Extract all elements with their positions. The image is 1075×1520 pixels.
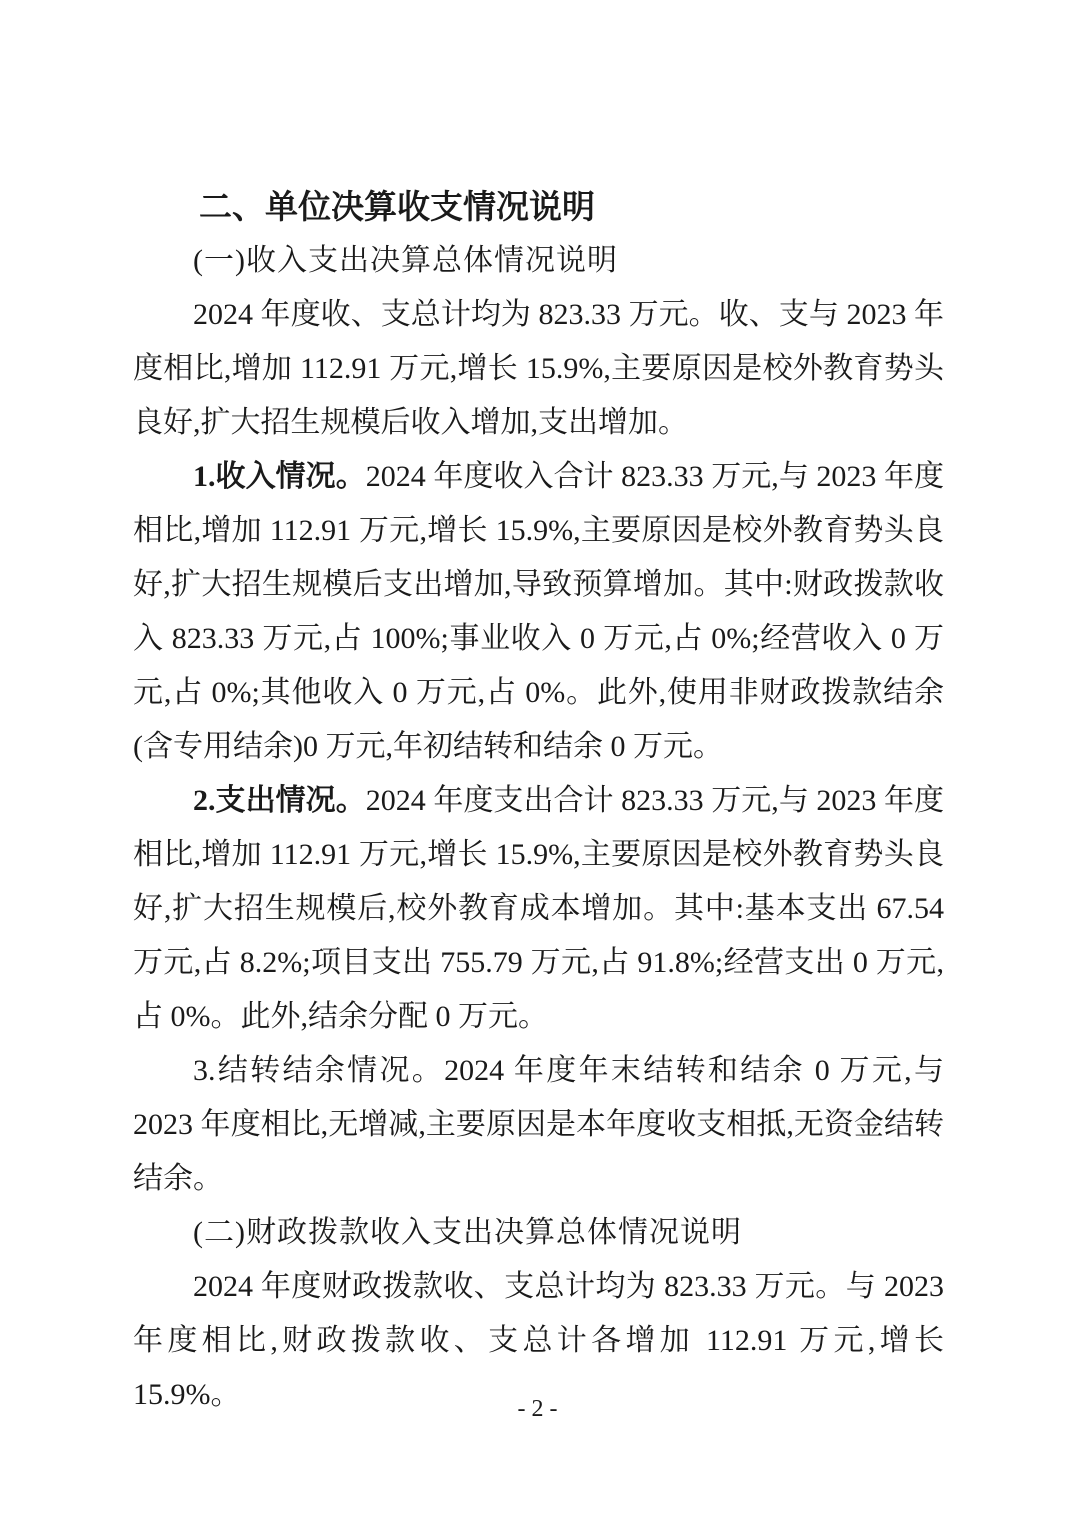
income-item-text: 2024 年度收入合计 823.33 万元,与 2023 年度相比,增加 112.91 万元,增长 15.9%,主要原因是校外教育势头良好,扩大招生规模后支出增加,导致预算增加。其中:财政拨款收入 823.33 万元,占 100%;事业收入 0 万元,占 0%;经营收入 0 万元,占 0%;其他收入 0 万元,占 0%。此外,使用非财政拨款结余(含专用结余)0 万元,年初结转和结余 0 万元。	[133, 460, 945, 763]
expense-item-label: 2.支出情况。	[193, 784, 366, 817]
paragraph-fiscal-appropriation-overview: 2024 年度财政拨款收、支总计均为 823.33 万元。与 2023 年度相比,财政拨款收、支总计各增加 112.91 万元,增长 15.9%。	[133, 1270, 944, 1411]
page-number: - 2 -	[517, 1396, 558, 1422]
paragraph-income-expense-overview: 2024 年度收、支总计均为 823.33 万元。收、支与 2023 年度相比,增加 112.91 万元,增长 15.9%,主要原因是校外教育势头良好,扩大招生规模后收入增加,支出增加。	[133, 298, 944, 439]
carryover-item-text: 2024 年度年末结转和结余 0 万元,与 2023 年度相比,无增减,主要原因是本年度收支相抵,无资金结转结余。	[133, 1054, 945, 1195]
subsection-heading-1: (一)收入支出决算总体情况说明	[193, 244, 618, 277]
paragraph-income-detail	[133, 450, 944, 774]
document-body	[133, 180, 944, 1422]
paragraph-expense-detail	[133, 774, 944, 1044]
paragraph-carryover-detail	[133, 1044, 944, 1206]
carryover-item-label: 3.结转结余情况。	[193, 1054, 445, 1087]
subsection-heading-2: (二)财政拨款收入支出决算总体情况说明	[193, 1216, 742, 1249]
section-heading: 二、单位决算收支情况说明	[199, 188, 595, 225]
income-item-label: 1.收入情况。	[193, 460, 366, 493]
expense-item-text: 2024 年度支出合计 823.33 万元,与 2023 年度相比,增加 112.91 万元,增长 15.9%,主要原因是校外教育势头良好,扩大招生规模后,校外教育成本增加。其中:基本支出 67.54 万元,占 8.2%;项目支出 755.79 万元,占 91.8%;经营支出 0 万元,占 0%。此外,结余分配 0 万元。	[133, 784, 945, 1033]
